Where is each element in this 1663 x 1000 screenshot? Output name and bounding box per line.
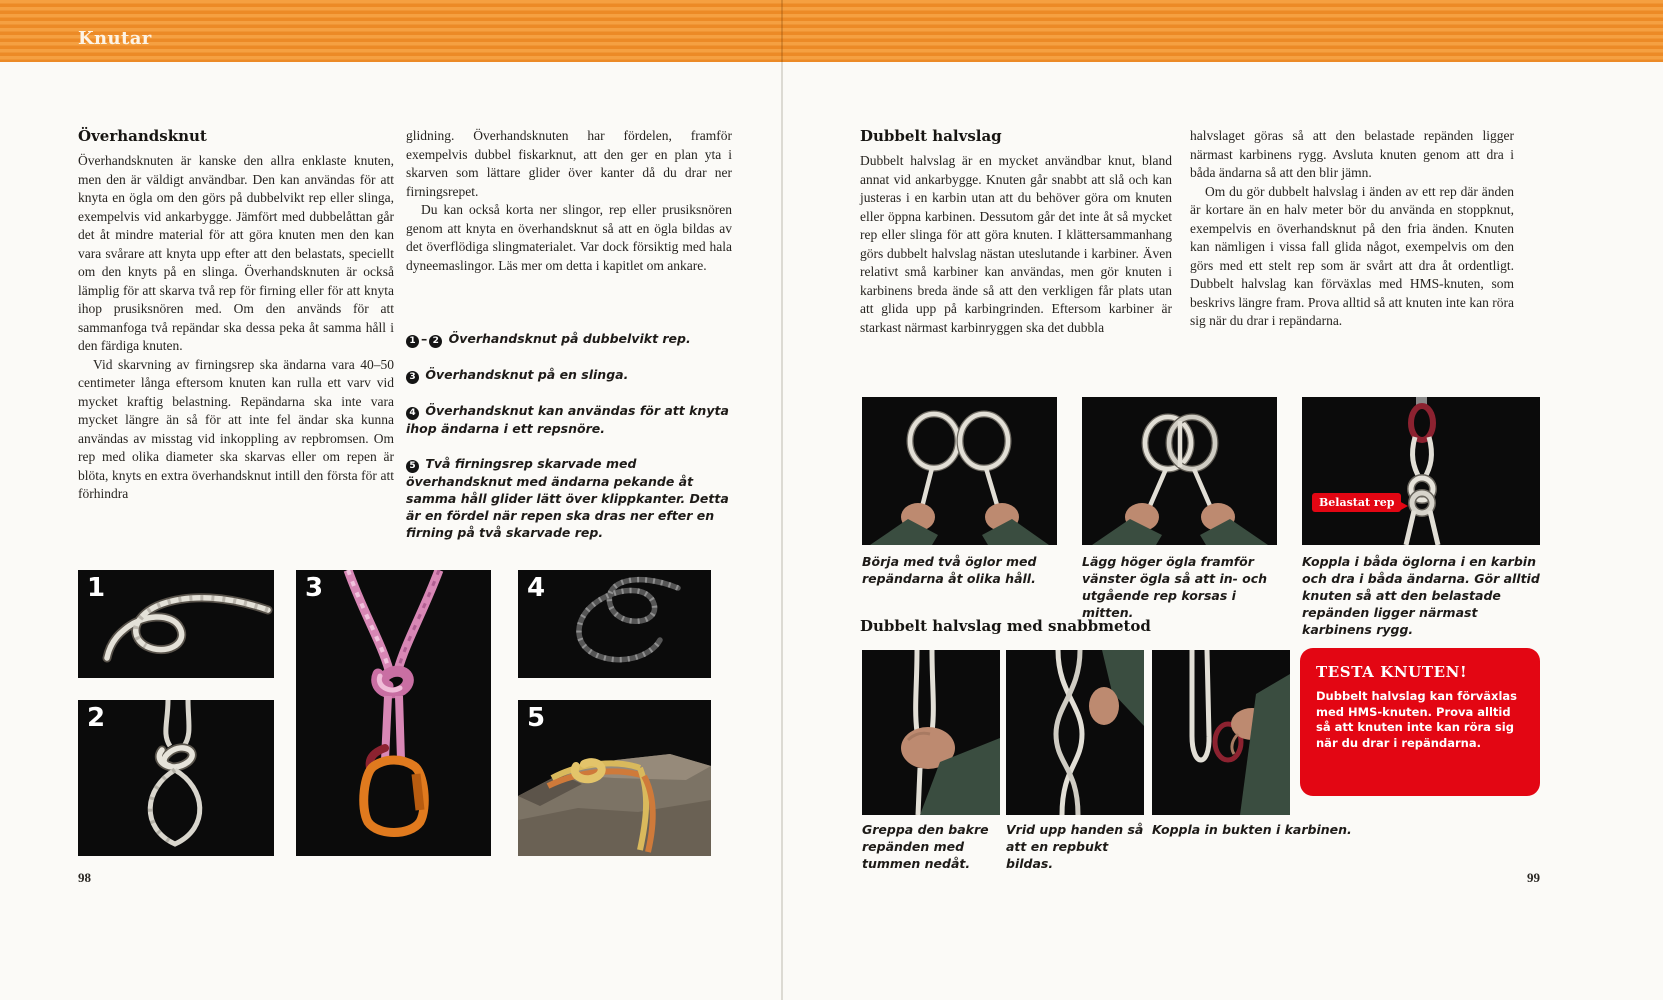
page-spine-header [781, 0, 783, 62]
rope-twist-illustration [1006, 650, 1144, 815]
number-badge-icon: 4 [406, 407, 419, 420]
test-the-knot-heading: TESTA KNUTEN! [1316, 663, 1468, 681]
photo-clove-hitch-step2 [1082, 397, 1277, 545]
page-number-left: 98 [78, 870, 91, 885]
caption-text: Överhandsknut på dubbelvikt rep. [448, 331, 691, 346]
clip-bight-carabiner-illustration [1152, 650, 1290, 815]
test-the-knot-body: Dubbelt halvslag kan förväxlas med HMS-knuten. Prova alltid så att knuten inte kan röra sig när du drar i repändarna. [1316, 689, 1518, 750]
knot-illustration [78, 700, 274, 856]
caption-quick-step2: Vrid upp handen så att en repbukt bildas. [1006, 822, 1144, 871]
photo-quick-method-step2 [1006, 650, 1144, 815]
photo-number: 1 [87, 573, 106, 603]
photo-number: 5 [527, 703, 546, 733]
photo-overhand-knot-sling [296, 570, 491, 856]
section-heading-snabbmetod: Dubbelt halvslag med snabbmetod [860, 617, 1151, 635]
section-heading-overhandsknut: Överhandsknut [78, 127, 207, 145]
page-number-right: 99 [1527, 870, 1540, 885]
caption-step2: Lägg höger ögla framför vänster ögla så att in- och utgående rep korsas i mitten. [1082, 554, 1268, 620]
photo-number: 3 [305, 573, 324, 603]
left-caption-list [406, 330, 732, 559]
number-badge-icon: 5 [406, 460, 419, 473]
caption-item [406, 330, 732, 348]
rock-rope-illustration [518, 700, 711, 856]
hands-crossed-loops-illustration [1082, 397, 1277, 545]
photo-number: 4 [527, 573, 546, 603]
caption-text: Överhandsknut kan användas för att knyta ihop ändarna i ett repsnöre. [406, 403, 729, 436]
caption-item [406, 455, 732, 541]
number-badge-icon: 3 [406, 371, 419, 384]
cord-loop-illustration [518, 570, 711, 678]
photo-quick-method-step1 [862, 650, 1000, 815]
sling-carabiner-illustration [296, 570, 491, 856]
right-column-1 [860, 127, 1172, 337]
hand-grip-rope-illustration [862, 650, 1000, 815]
paragraph: Du kan också korta ner slingor, rep eller prusiksnören genom att knyta en överhandsknut så att en ögla bildas av det överflödiga slingmaterialet. Var dock försiktig med hala dyneemaslingor. Läs mer om detta i kapitlet om ankare. [406, 202, 732, 273]
number-badge-icon: 1 [406, 335, 419, 348]
photo-overhand-knot-step1 [78, 570, 274, 678]
paragraph: Vid skarvning av firningsrep ska ändarna vara 40–50 centimeter långa eftersom knuten kan rulla ett varv vid mycket kraftig belastning. Repändarna ska inte vara mycket längre än så för att inte fel ändar ska kunna användas av misstag vid inkoppling av repbromsen. Om rep med olika diameter ska skarvas eller om repen är blöta, knyts en extra överhandsknut intill den första för att förhindra [78, 356, 394, 501]
caption-item [406, 366, 732, 384]
paragraph: glidning. Överhandsknuten har fördelen, framför exempelvis dubbel fiskarknut, att den ger en plan yta i skarven som lättare glider över kanter då du drar ner firningsrepet. [406, 128, 732, 199]
number-badge-icon: 2 [429, 335, 442, 348]
carabiner-knot-illustration [1302, 397, 1540, 545]
page-spine [781, 62, 783, 1000]
left-column-2 [406, 127, 732, 275]
caption-text: Överhandsknut på en slinga. [425, 367, 629, 382]
chapter-header-band [0, 0, 1663, 62]
photo-number: 2 [87, 703, 106, 733]
knot-illustration [78, 570, 274, 678]
photo-clove-hitch-in-carabiner [1302, 397, 1540, 545]
caption-step1: Börja med två öglor med repändarna åt olika håll. [862, 554, 1037, 586]
caption-quick-step3: Koppla in bukten i karbinen. [1152, 822, 1352, 837]
photo-quick-method-step3 [1152, 650, 1290, 815]
photo-clove-hitch-step1 [862, 397, 1057, 545]
badge-joiner: – [421, 331, 428, 346]
photo-overhand-knot-cord [518, 570, 711, 678]
paragraph: Om du gör dubbelt halvslag i änden av ett rep där änden är kortare än en halv meter bör du använda en stoppknut, exempelvis en överhandsknut på den fria änden. Knuten kan nämligen i vissa fall glida något, exempelvis om den görs med ett stelt rep som är svårt att dra åt ordentligt. Dubbelt halvslag kan förväxlas med HMS-knuten, som beskrivs längre fram. Prova alltid så att knuten inte kan röra sig när du drar i repändarna. [1190, 183, 1514, 328]
paragraph: halvslaget göras så att den belastade repänden ligger närmast karbinens rygg. Avsluta knuten genom att dra i båda ändarna så att den blir jämn. [1190, 128, 1514, 180]
paragraph: Dubbelt halvslag är en mycket användbar knut, bland annat vid ankarbygge. Knuten går snabbt att slå och kan justeras i en karbin utan att du behöver göra om knuten eller öppna karbinen. Dessutom går det inte åt så mycket rep eller slinga för att göra knuten. I klättersammanhang görs dubbelt halvslag nästan uteslutande i karbiner. Även relativt små karbiner kan användas, men gör knuten i karbinens breda ände så att den verkligen får plats utan att glida upp på karbingrinden. Eftersom karbiner är starkast närmast karbinryggen ska det dubbla [860, 153, 1172, 335]
right-column-2 [1190, 127, 1514, 331]
test-the-knot-box [1300, 648, 1540, 796]
paragraph: Överhandsknuten är kanske den allra enklaste knuten, men den är väldigt användbar. Den kan användas för att knyta en ögla om den görs på dubbelvikt rep eller slinga, exempelvis vid ankarbygge. Jämfört med dubbelåttan går det åt mindre material för att göra knuten men den kan vara svårare att knyta upp efter att den belastats, speciellt om den knyts på en slinga. Överhandsknuten är också lämplig för att skarva två rep för firning eller för att knyta ihop prusiksnören med. Om den används för att sammanfoga två repändar ska dessa peka åt samma håll i den färdiga knuten. [78, 153, 394, 353]
section-heading-dubbelt-halvslag: Dubbelt halvslag [860, 127, 1002, 145]
caption-step3: Koppla i båda öglorna i en karbin och dra i båda ändarna. Gör alltid knuten så att den belastade repänden ligger närmast karbinens rygg. [1302, 554, 1540, 637]
photo-overhand-knot-step2 [78, 700, 274, 856]
caption-text: Två firningsrep skarvade med överhandsknut med ändarna pekande åt samma håll glider lätt över klippkanter. Detta är en fördel när repen ska dras ner efter en firning på två skarvade rep. [406, 456, 729, 540]
caption-quick-step1: Greppa den bakre repänden med tummen nedåt. [862, 822, 989, 871]
photo-joined-ropes-on-rock [518, 700, 711, 856]
left-column-1 [78, 127, 394, 504]
hands-two-loops-illustration [862, 397, 1057, 545]
chapter-title: Knutar [78, 28, 152, 49]
caption-item [406, 402, 732, 437]
rope-annotation-label: Belastat rep [1312, 493, 1401, 512]
